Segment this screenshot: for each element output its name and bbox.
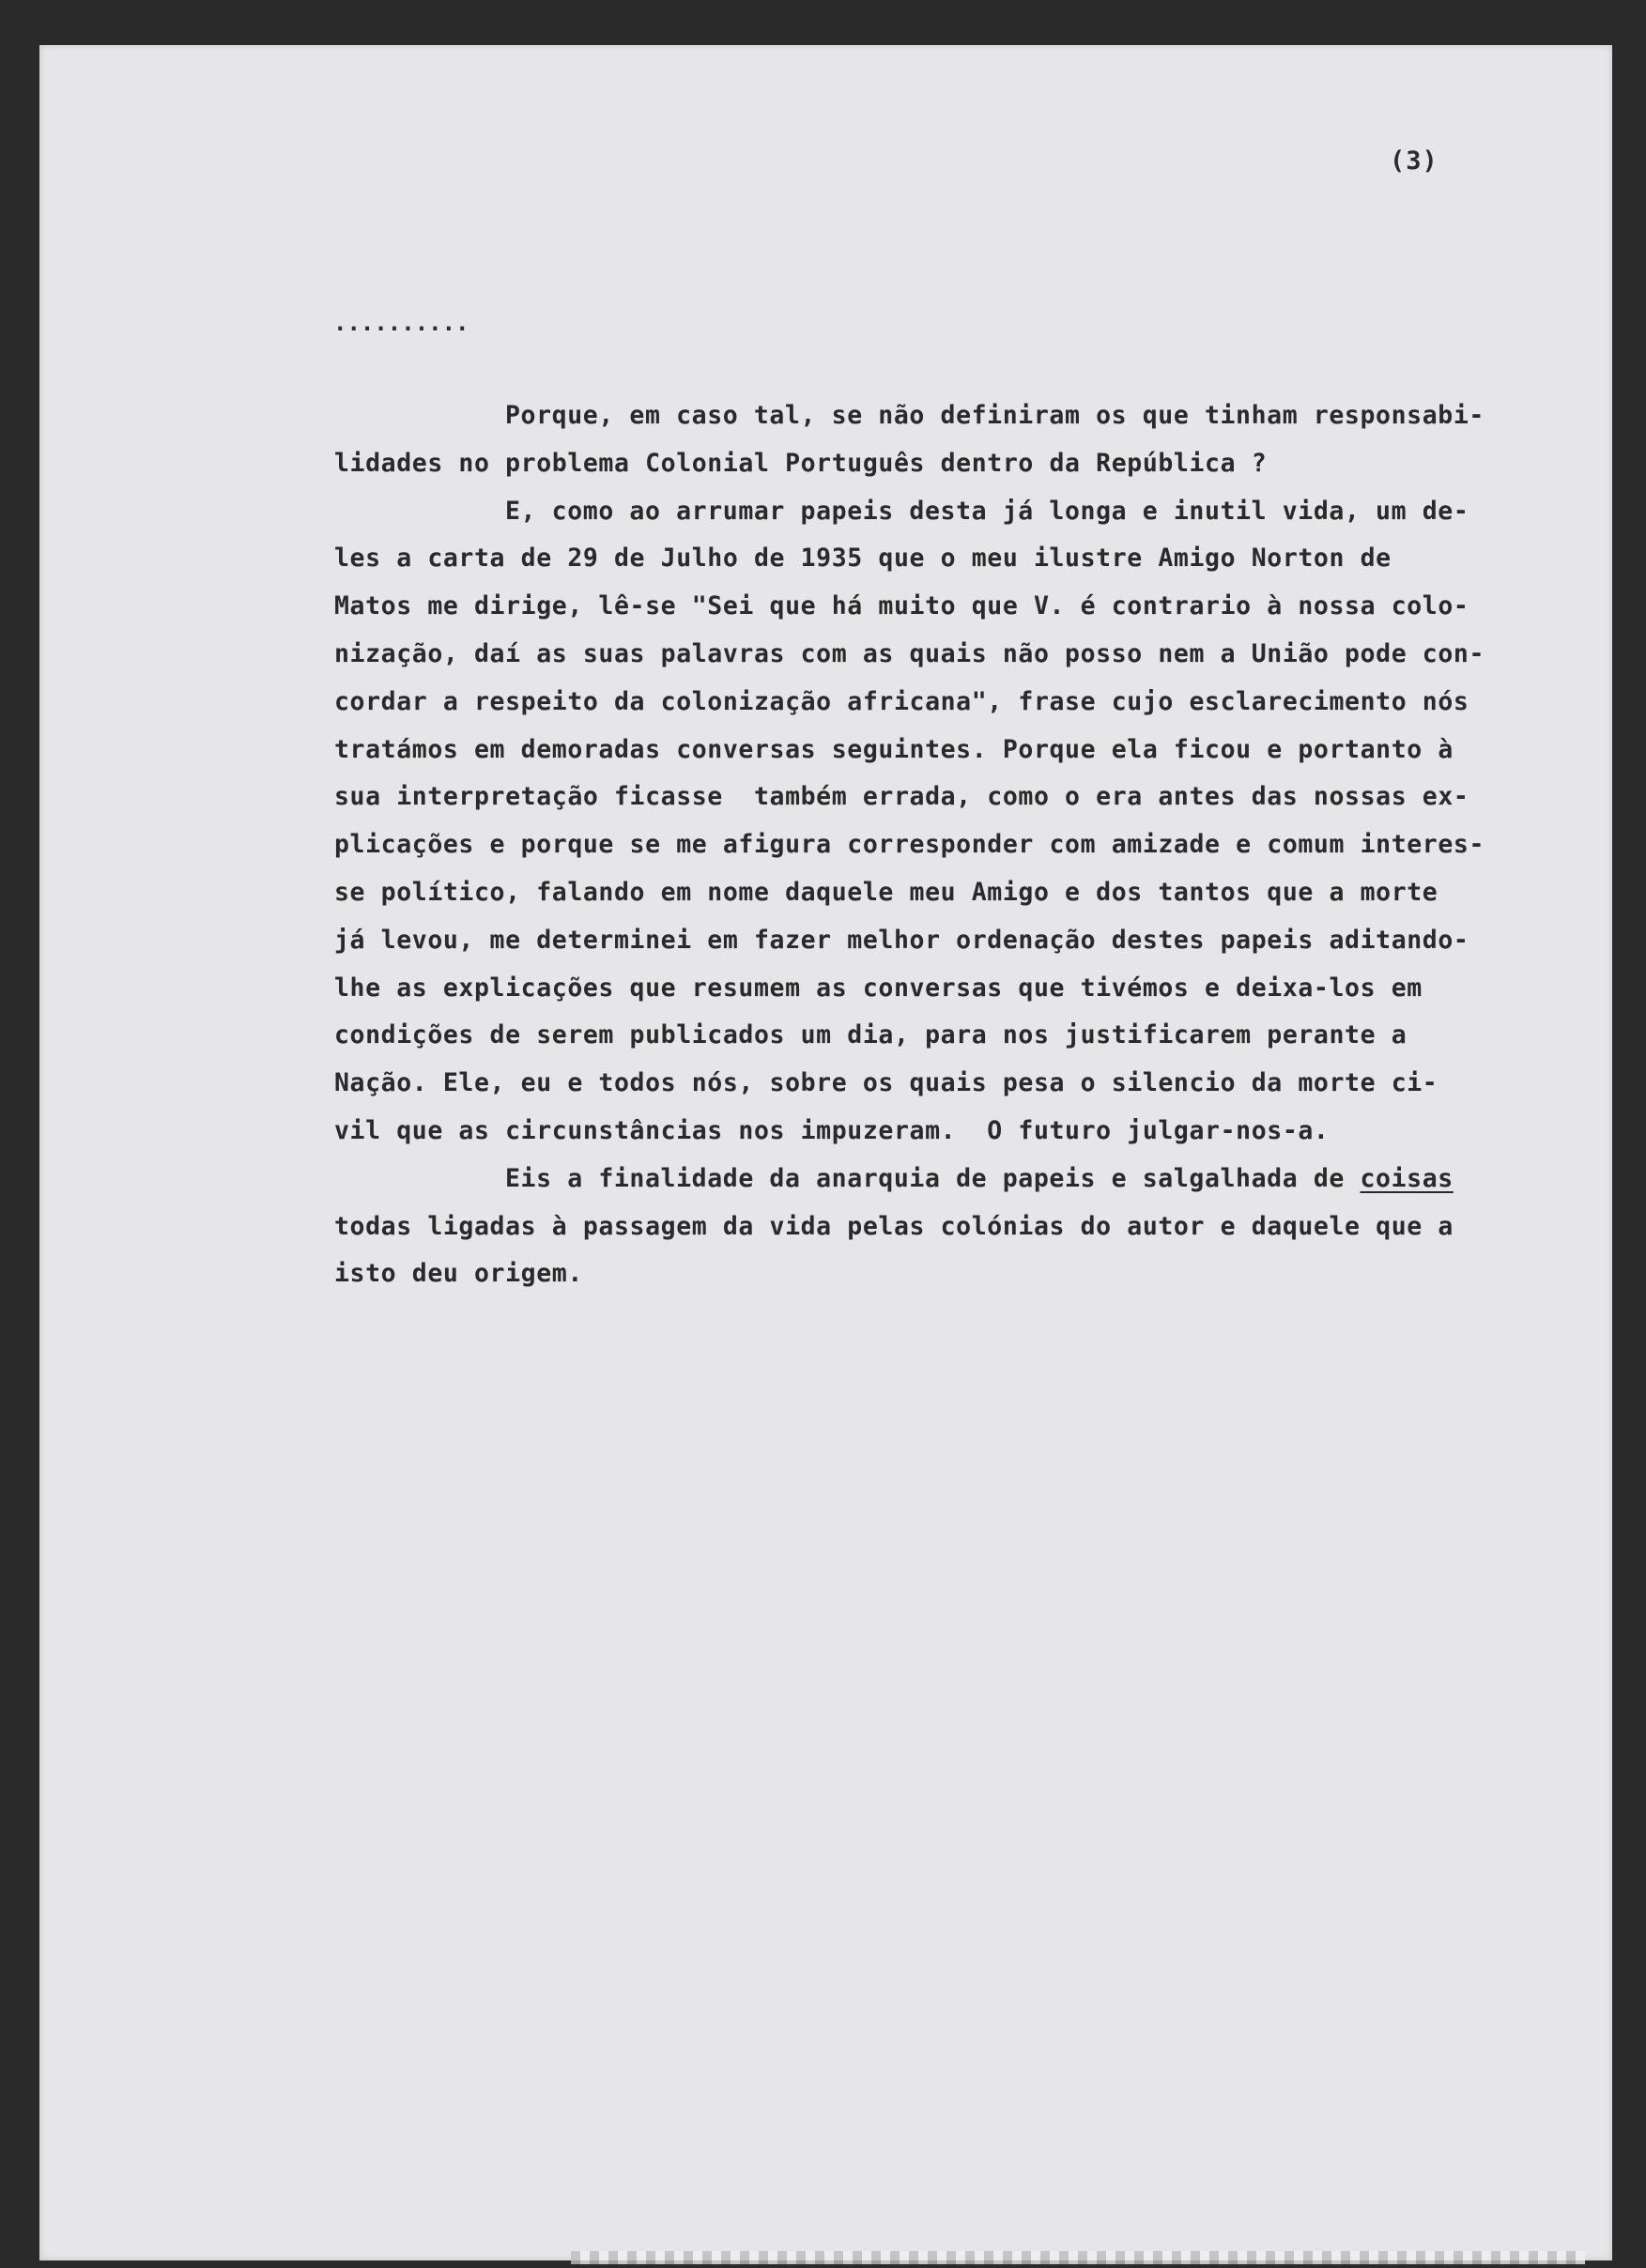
scan-scale-bar <box>571 2251 1585 2264</box>
paragraph-2-line-14: vil que as circunstâncias nos impuzeram. O futuro julgar-nos-a. <box>334 1115 1330 1145</box>
paragraph-2-line-6: tratámos em demoradas conversas seguintes. Porque ela ficou e portanto à <box>334 734 1454 764</box>
paragraph-2-line-8: plicações e porque se me afigura corresponder com amizade e comum interes- <box>334 830 1485 860</box>
paragraph-2-line-7: sua interpretação ficasse também errada, como o era antes das nossas ex- <box>334 782 1469 812</box>
document-page <box>39 45 1612 2260</box>
paragraph-2-line-10: já levou, me determinei em fazer melhor ordenação destes papeis aditando- <box>334 925 1469 955</box>
paragraph-2-line-13: Nação. Ele, eu e todos nós, sobre os quais pesa o silencio da morte ci- <box>334 1068 1438 1098</box>
continuation-dots: .......... <box>333 310 469 336</box>
paragraph-2-line-12: condições de serem publicados um dia, para nos justificarem perante a <box>334 1020 1408 1050</box>
paragraph-2-line-5: cordar a respeito da colonização africana", frase cujo esclarecimento nós <box>334 686 1469 716</box>
paragraph-2-line-2: les a carta de 29 de Julho de 1935 que o meu ilustre Amigo Norton de <box>334 544 1392 574</box>
body-text <box>334 392 1602 1298</box>
paragraph-2-line-4: nização, daí as suas palavras com as quais não posso nem a União pode con- <box>334 638 1485 668</box>
underlined-word: coisas <box>1360 1163 1454 1193</box>
paragraph-2-line-9: se político, falando em nome daquele meu Amigo e dos tantos que a morte <box>334 877 1438 907</box>
paragraph-2-line-1: E, como ao arrumar papeis desta já longa e inutil vida, um de- <box>505 496 1469 526</box>
paragraph-1-line-2: lidades no problema Colonial Português dentro da República ? <box>334 448 1268 478</box>
paragraph-3-line-3: isto deu origem. <box>334 1259 583 1289</box>
paragraph-2-line-3: Matos me dirige, lê-se "Sei que há muito que V. é contrario à nossa colo- <box>334 591 1469 621</box>
paragraph-2-line-11: lhe as explicações que resumem as conversas que tivémos e deixa-los em <box>334 973 1423 1003</box>
paragraph-3-line-1 <box>334 1156 1602 1203</box>
paragraph-1-line-1: Porque, em caso tal, se não definiram os que tinham responsabi- <box>505 401 1484 430</box>
paragraph-3-line-2: todas ligadas à passagem da vida pelas colónias do autor e daquele que a <box>334 1211 1454 1241</box>
page-number: (3) <box>1390 146 1438 176</box>
paragraph-3-line-1-text: Eis a finalidade da anarquia de papeis e salgalhada de <box>505 1163 1361 1193</box>
